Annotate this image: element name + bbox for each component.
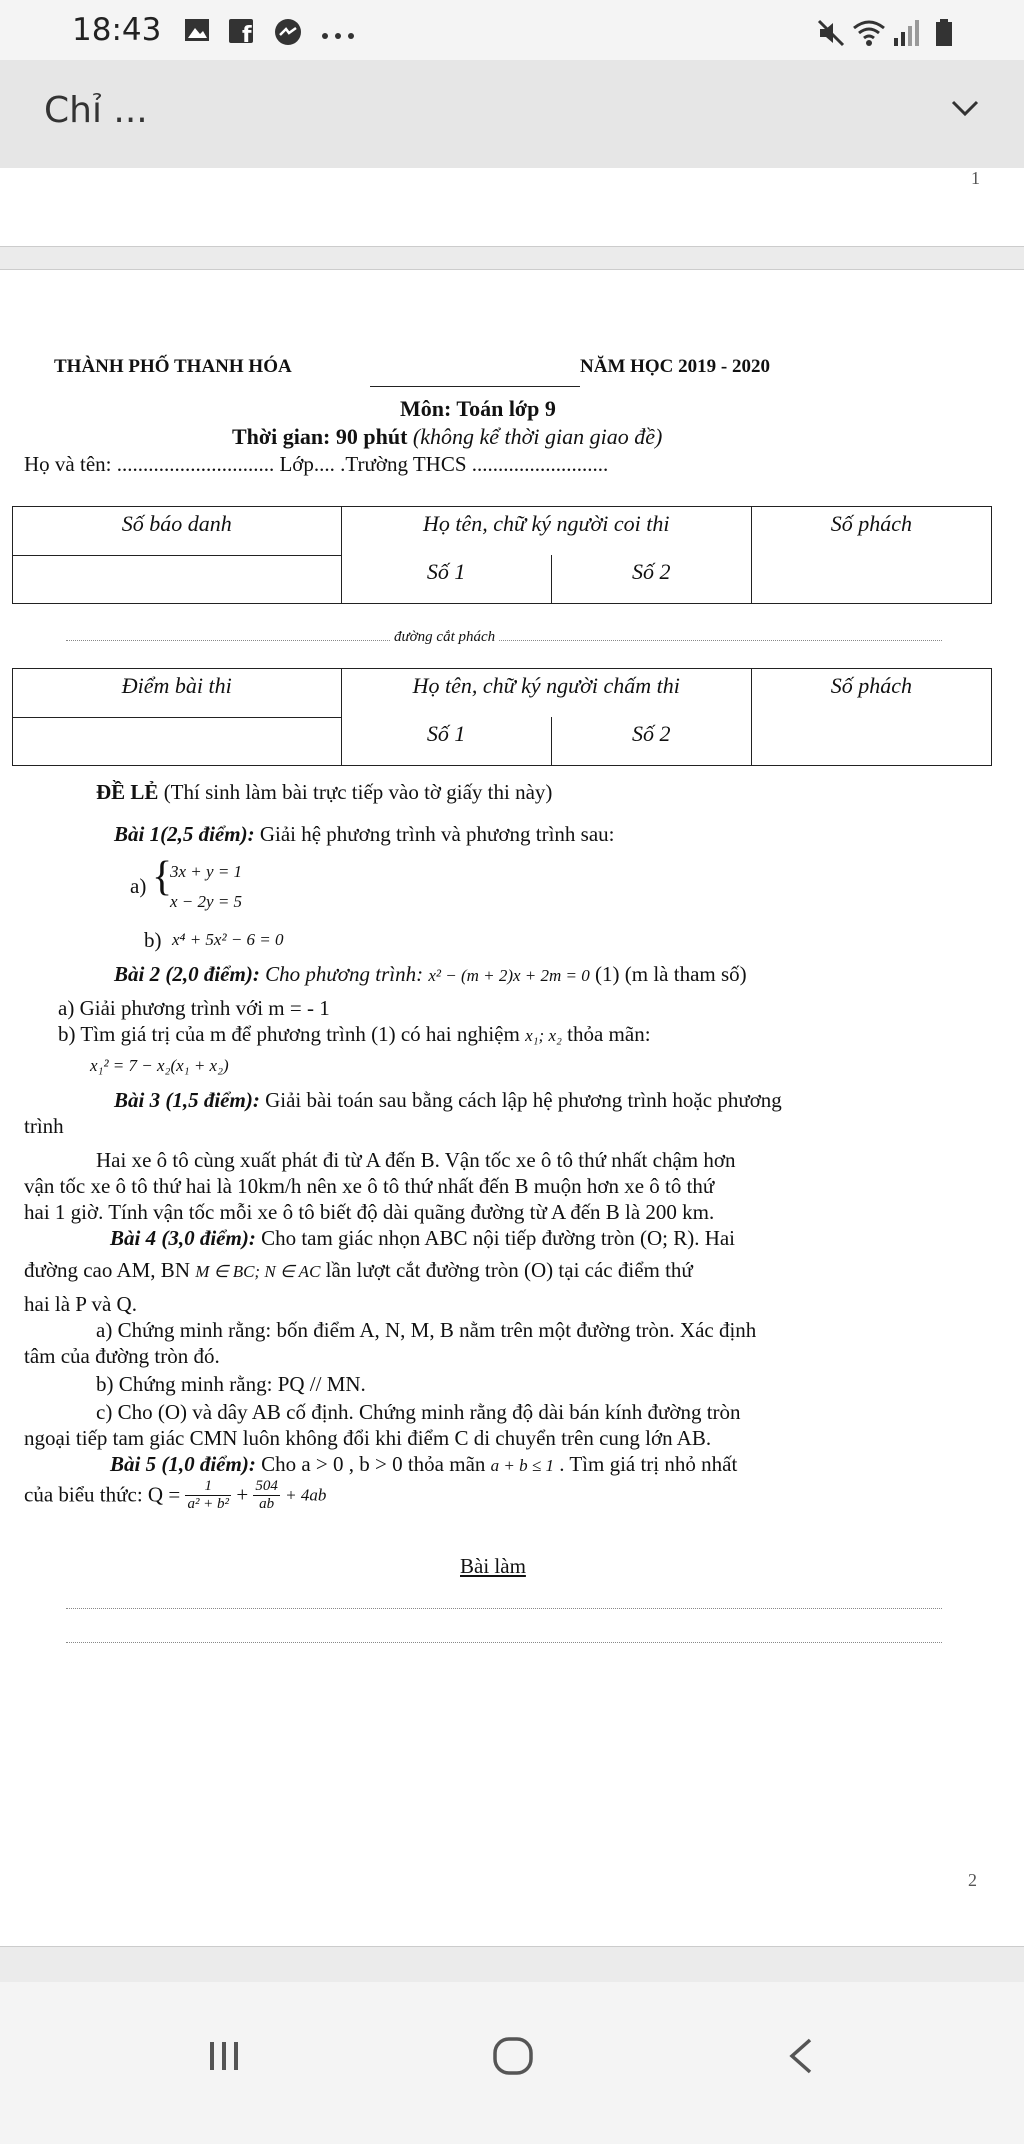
document-title: Chỉ ... xyxy=(44,90,148,131)
b5-frac1: $\frac{1}{\text{a² + b²}}$ xyxy=(187,1478,230,1512)
b4-c1: c) Cho (O) và dây AB cố định. Chứng minh rằng độ dài bán kính đường tròn xyxy=(96,1400,741,1424)
back-icon[interactable] xyxy=(786,2036,816,2081)
b1-eqb: x⁴ + 5x² − 6 = 0 xyxy=(172,930,284,949)
b2-cond: x₁² = 7 − x₂(x₁ + x₂) xyxy=(90,1056,229,1075)
b3-line2: trình xyxy=(24,1114,64,1138)
b1-eq2: x − 2y = 5 xyxy=(170,892,243,911)
table2-col2: Họ tên, chữ ký người chấm thi xyxy=(412,673,680,698)
svg-text:f: f xyxy=(242,23,252,44)
battery-icon xyxy=(934,18,954,52)
page-2 xyxy=(0,270,1024,1946)
table2-sub2: Số 2 xyxy=(632,721,671,747)
cut-line xyxy=(66,640,942,641)
b3-line: Bài 3 (1,5 điểm): Giải bài toán sau bằng cách lập hệ phương trình hoặc phương xyxy=(114,1088,782,1112)
facebook-icon xyxy=(228,18,254,48)
table1-col3: Số phách xyxy=(830,511,913,536)
home-icon[interactable] xyxy=(492,2036,534,2081)
mute-icon xyxy=(816,18,846,52)
answer-title: Bài làm xyxy=(460,1554,526,1578)
b1-b-label: b) xyxy=(144,928,162,952)
b1-eq1: 3x + y = 1 xyxy=(170,862,243,881)
b1-line: Bài 1(2,5 điểm): Giải hệ phương trình và phương trình sau: xyxy=(114,822,615,846)
b1-a-label: a) xyxy=(130,874,147,898)
b4-b: b) Chứng minh rằng: PQ // MN. xyxy=(96,1372,366,1396)
table2-col3: Số phách xyxy=(830,673,913,698)
answer-line-1 xyxy=(66,1608,942,1609)
status-bar xyxy=(0,0,1024,60)
b4-a2: tâm của đường tròn đó. xyxy=(24,1344,220,1368)
table2-sub1: Số 1 xyxy=(426,721,466,747)
page-gap xyxy=(0,246,1024,270)
brace: { xyxy=(152,854,173,900)
status-time: 18:43 xyxy=(72,12,162,48)
grader-table xyxy=(12,668,992,766)
header-underline xyxy=(370,386,580,387)
messenger-icon xyxy=(274,18,302,50)
recent-apps-icon[interactable] xyxy=(206,2038,242,2079)
b4-c2: ngoại tiếp tam giác CMN luôn không đổi khi điểm C di chuyển trên cung lớn AB. xyxy=(24,1426,712,1450)
exam-title: ĐỀ LẺ (Thí sinh làm bài trực tiếp vào tờ giấy thi này) xyxy=(96,780,553,804)
more-icon xyxy=(320,26,360,45)
student-line: Họ và tên: .............................. Lớp.... .Trường THCS .......................... xyxy=(24,452,609,476)
page-gap-2 xyxy=(0,1946,1024,1983)
b4-a1: a) Chứng minh rằng: bốn điểm A, N, M, B nằm trên một đường tròn. Xác định xyxy=(96,1318,757,1342)
table1-sub2: Số 2 xyxy=(632,559,671,585)
b5-frac2: $\frac{504}{ab}$ xyxy=(255,1478,278,1512)
subject: Môn: Toán lớp 9 xyxy=(400,396,556,421)
table2-col1: Điểm bài thi xyxy=(121,673,232,698)
header-right: NĂM HỌC 2019 - 2020 xyxy=(580,356,770,377)
b2-line: Bài 2 (2,0 điểm): Cho phương trình: x² − (m + 2)x + 2m = 0 (1) (m là tham số) xyxy=(114,962,747,986)
page-number-1: 1 xyxy=(971,168,980,188)
gallery-icon xyxy=(184,18,210,46)
b3-p1: Hai xe ô tô cùng xuất phát đi từ A đến B. Vận tốc xe ô tô thứ nhất chậm hơn xyxy=(96,1148,736,1172)
nav-bar xyxy=(0,1982,1024,2144)
proctor-table xyxy=(12,506,992,604)
b3-p3: hai 1 giờ. Tính vận tốc mỗi xe ô tô biết độ dài quãng đường từ A đến B là 200 km. xyxy=(24,1200,715,1224)
b5-line: Bài 5 (1,0 điểm): Cho a > 0 , b > 0 thỏa mãn a + b ≤ 1 . Tìm giá trị nhỏ nhất xyxy=(110,1452,738,1476)
signal-icon xyxy=(892,18,922,52)
b2-b: b) Tìm giá trị của m để phương trình (1) có hai nghiệm x₁; x₂ thỏa mãn: xyxy=(58,1022,651,1046)
page-1 xyxy=(0,168,1024,246)
time-line: Thời gian: 90 phút (không kể thời gian giao đề) xyxy=(232,424,663,449)
b4-line2: đường cao AM, BN M ∈ BC; N ∈ AC lần lượt cắt đường tròn (O) tại các điểm thứ xyxy=(24,1258,693,1282)
page-number-2: 2 xyxy=(968,1870,977,1890)
b4-line: Bài 4 (3,0 điểm): Cho tam giác nhọn ABC nội tiếp đường tròn (O; R). Hai xyxy=(110,1226,736,1250)
answer-line-2 xyxy=(66,1642,942,1643)
b5-line2: của biểu thức: Q = $\frac{1}{\text{a² + b²}}$ + $\frac{504}{ab}$ + 4ab xyxy=(24,1478,327,1512)
chevron-down-icon[interactable] xyxy=(950,98,980,123)
title-bar[interactable] xyxy=(0,60,1024,168)
cut-label: đường cắt phách xyxy=(390,628,499,646)
b2-a: a) Giải phương trình với m = - 1 xyxy=(58,996,330,1020)
b4-line3: hai là P và Q. xyxy=(24,1292,137,1316)
table1-col1: Số báo danh xyxy=(121,511,232,536)
wifi-icon xyxy=(852,18,886,52)
table1-sub1: Số 1 xyxy=(426,559,466,585)
b3-p2: vận tốc xe ô tô thứ hai là 10km/h nên xe ô tô thứ nhất đến B muộn hơn xe ô tô thứ xyxy=(24,1174,715,1198)
header-left: THÀNH PHỐ THANH HÓA xyxy=(54,356,292,377)
table1-col2: Họ tên, chữ ký người coi thi xyxy=(422,511,670,536)
